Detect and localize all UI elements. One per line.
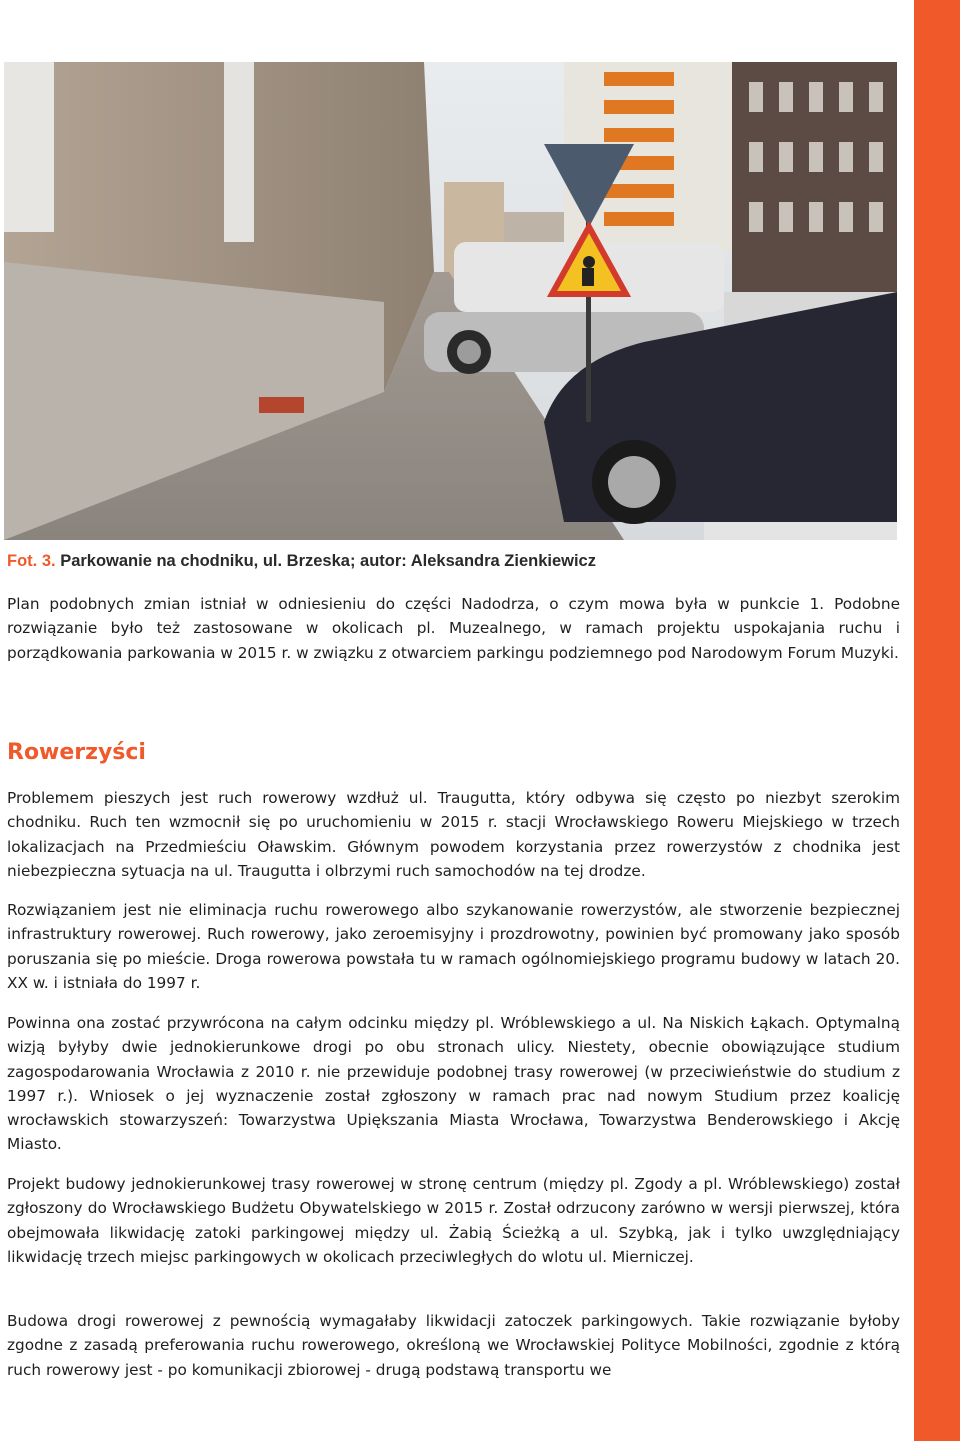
caption-label: Fot. 3.: [7, 552, 56, 570]
paragraph-1: Plan podobnych zmian istniał w odniesieniu do części Nadodrza, o czym mowa była w punkcie 1. Podobne rozwiązanie było też zastosowane w okolicach pl. Muzealnego, w ramach projektu uspokajania ruchu i porządkowania parkowania w 2015 r. w związku z otwarciem parkingu podziemnego pod Narodowym Forum Muzyki.: [7, 595, 900, 662]
paragraph-6: Budowa drogi rowerowej z pewnością wymagałaby likwidacji zatoczek parkingowych. Takie rozwiązanie byłoby zgodne z zasadą preferowania ruchu rowerowego, określoną we Wrocławskiej Polityce Mobilności, zgodnie z którą ruch rowerowy jest - po komunikacji zbiorowej - drugą podstawą transportu we: [7, 1312, 900, 1379]
street-photo-icon: [4, 62, 897, 540]
paragraph-3: Rozwiązaniem jest nie eliminacja ruchu rowerowego albo szykanowanie rowerzystów, ale stworzenie bezpiecznej infrastruktury rowerowej. Ruch rowerowy, jako zeroemisyjny i prozdrowotny, powinien być promowany jako sposób poruszania się po mieście. Droga rowerowa powstała tu w ramach ogólnomiejskiego programu budowy w latach 20. XX w. i istniała do 1997 r.: [7, 901, 900, 992]
orange-side-bar: [914, 0, 960, 1441]
street-photo: [4, 62, 897, 540]
paragraph-5: Projekt budowy jednokierunkowej trasy rowerowej w stronę centrum (między pl. Zgody a pl. Wróblewskiego) został zgłoszony do Wrocławskiego Budżetu Obywatelskiego w 2015 r. Został odrzucony zarówno w wersji pierwszej, która obejmowała likwidację zatoki parkingowej między ul. Żabią Ścieżką a ul. Szybką, jak i tylko uwzględniający likwidację trzech miejsc parkingowych w okolicach przeciwległych do wlotu ul. Mierniczej.: [7, 1175, 900, 1266]
section-heading: Rowerzyści: [7, 740, 146, 765]
photo-caption: [7, 552, 902, 571]
paragraph-2: Problemem pieszych jest ruch rowerowy wzdłuż ul. Traugutta, który odbywa się często po niezbyt szerokim chodniku. Ruch ten wzmocnił się po uruchomieniu w 2015 r. stacji Wrocławskiego Roweru Miejskiego w trzech lokalizacjach na Przedmieściu Oławskim. Głównym powodem korzystania przez rowerzystów z chodnika jest niebezpieczna sytuacja na ul. Traugutta i olbrzymi ruch samochodów na tej drodze.: [7, 789, 900, 880]
caption-text: Parkowanie na chodniku, ul. Brzeska; autor: Aleksandra Zienkiewicz: [60, 552, 596, 570]
paragraph-4: Powinna ona zostać przywrócona na całym odcinku między pl. Wróblewskiego a ul. Na Niskich Łąkach. Optymalną wizją byłyby dwie jednokierunkowe drogi po obu stronach ulicy. Niestety, obecnie obowiązujące studium zagospodarowania Wrocławia z 2010 r. nie przewiduje podobnej trasy rowerowej (w przeciwieństwie do studium z 1997 r.). Wniosek o jej wyznaczenie został zgłoszony w ramach prac nad nowym Studium przez koalicję wrocławskich stowarzyszeń: Towarzystwa Upiększania Miasta Wrocława, Towarzystwa Benderowskiego i Akcję Miasto.: [7, 1014, 900, 1154]
